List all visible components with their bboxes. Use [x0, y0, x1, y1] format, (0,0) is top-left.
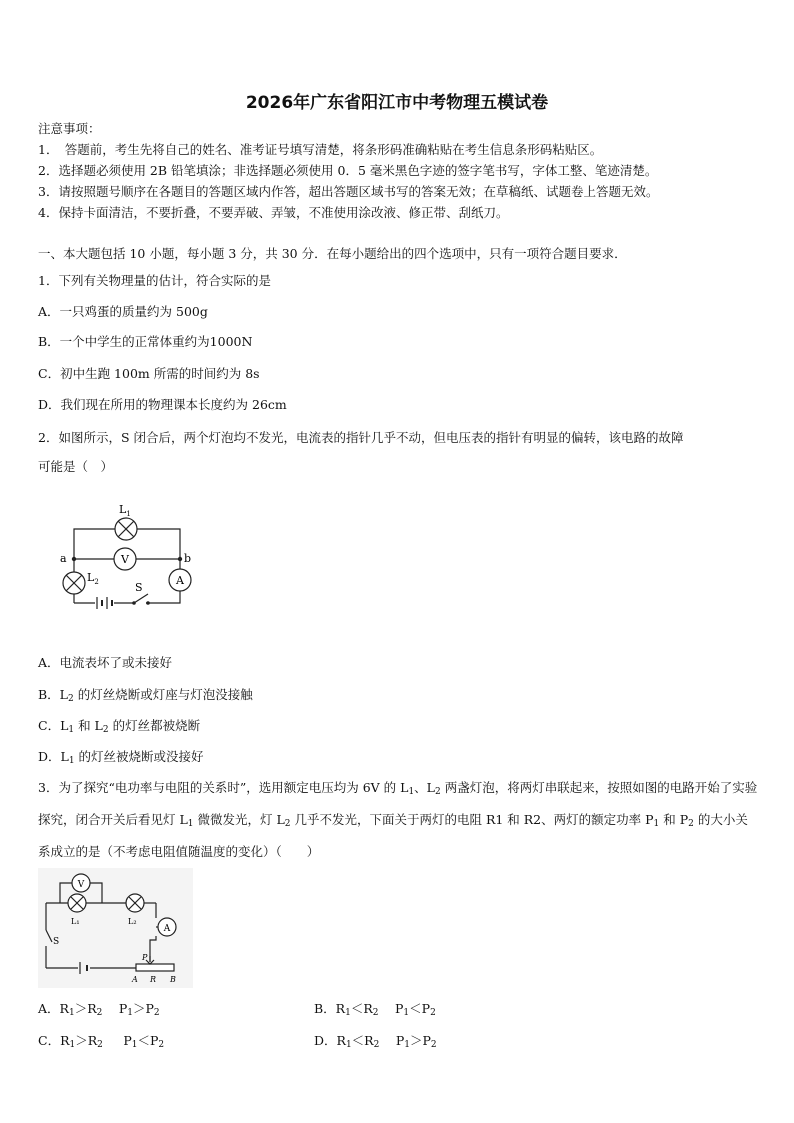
- voltmeter-label: V: [121, 553, 129, 566]
- q3-option-d: D．$R_1<R_2$ $P_1>P_2$: [314, 1033, 437, 1050]
- q3-option-a: A．$R_1>R_2$ $P_1>P_2$: [38, 1001, 160, 1018]
- page-title: 2026年广东省阳江市中考物理五模试卷: [245, 93, 549, 113]
- q3-end-a-label: A: [132, 975, 138, 984]
- q2-stem-line1: 2．如图所示，S 闭合后，两个灯泡均不发光，电流表的指针几乎不动，但电压表的指针有明显的偏转，该电路的故障: [38, 430, 684, 445]
- q3-option-c: C．$R_1>R_2$ $P_1<P_2$: [38, 1033, 165, 1050]
- switch-label: S: [135, 581, 143, 594]
- l1-label: $L_1$: [119, 503, 131, 518]
- q1-option-c: C．初中生跑 100m 所需的时间约为 8s: [38, 366, 260, 381]
- q1-option-a: A．一只鸡蛋的质量约为 500g: [38, 304, 208, 319]
- q3-circuit-diagram: [38, 868, 193, 988]
- q3-stem: 3．为了探究“电功率与电阻的关系时”，选用额定电压均为 6V 的 $L_1$、$L_2$ 两盏灯泡，将两灯串联起来，按照如图的电路开始了实验探究，闭合开关后看见灯 $L_1$ 微微发光，灯 $L_2$ 几乎不发光，下面关于两灯的电阻 R1 和 R2、两灯的额定功率 $P_1$ 和 $P_2$ 的大小关系成立的是（不考虑电阻值随温度的变化）（ ）: [38, 780, 758, 859]
- lamp-l1-symbol: [115, 518, 137, 540]
- notice-item-1: 1． 答题前，考生先将自己的姓名、准考证号填写清楚，将条形码准确粘贴在考生信息条形码粘贴区。: [38, 142, 603, 157]
- battery-symbol: [97, 597, 112, 609]
- l2-label: $L_2$: [87, 571, 99, 586]
- node-b-label: b: [184, 552, 192, 565]
- q3-option-b: B．$R_1<R_2$ $P_1<P_2$: [314, 1001, 436, 1018]
- lamp-l2-symbol: [63, 572, 85, 594]
- node-a-label: a: [60, 552, 67, 565]
- q3-r-label: R: [150, 975, 157, 984]
- q1-stem: 1．下列有关物理量的估计，符合实际的是: [38, 273, 271, 288]
- q3-slider-label: P: [142, 953, 148, 962]
- q2-option-c: C．$L_1$ 和 $L_2$ 的灯丝都被烧断: [38, 718, 201, 735]
- q3-lamp-l1-symbol: [68, 894, 86, 912]
- q3-voltmeter-label: V: [77, 880, 85, 890]
- q2-option-a: A．电流表坏了或未接好: [38, 655, 173, 670]
- q1-option-d: D．我们现在所用的物理课本长度约为 26cm: [38, 397, 287, 412]
- q1-option-b: B．一个中学生的正常体重约为1000N: [38, 334, 253, 349]
- q3-end-b-label: B: [170, 975, 176, 984]
- notice-heading: 注意事项：: [38, 121, 101, 136]
- q3-lamp-l2-symbol: [126, 894, 144, 912]
- q2-option-b: B．$L_2$ 的灯丝烧断或灯座与灯泡没接触: [38, 687, 253, 704]
- q3-switch-label: S: [53, 937, 60, 947]
- q2-option-d: D．$L_1$ 的灯丝被烧断或没接好: [38, 749, 204, 766]
- section-heading: 一、本大题包括 10 小题，每小题 3 分，共 30 分．在每小题给出的四个选项中，只有一项符合题目要求．: [38, 246, 627, 261]
- q3-l2-label: L₂: [128, 917, 137, 926]
- notice-item-3: 3．请按照题号顺序在各题目的答题区域内作答，超出答题区域书写的答案无效；在草稿纸、试题卷上答题无效。: [38, 184, 659, 199]
- notice-item-4: 4．保持卡面清洁，不要折叠，不要弄破、弄皱，不准使用涂改液、修正带、刮纸刀。: [38, 205, 509, 220]
- notice-item-2: 2．选择题必须使用 2B 铅笔填涂；非选择题必须使用 0．5 毫米黑色字迹的签字笔书写，字体工整、笔迹清楚。: [38, 163, 658, 178]
- ammeter-label: A: [176, 574, 184, 587]
- q2-stem-line2: 可能是（ ）: [38, 459, 114, 474]
- q3-ammeter-label: A: [163, 924, 171, 934]
- q3-l1-label: L₁: [71, 917, 80, 926]
- q2-circuit-diagram: [52, 500, 222, 620]
